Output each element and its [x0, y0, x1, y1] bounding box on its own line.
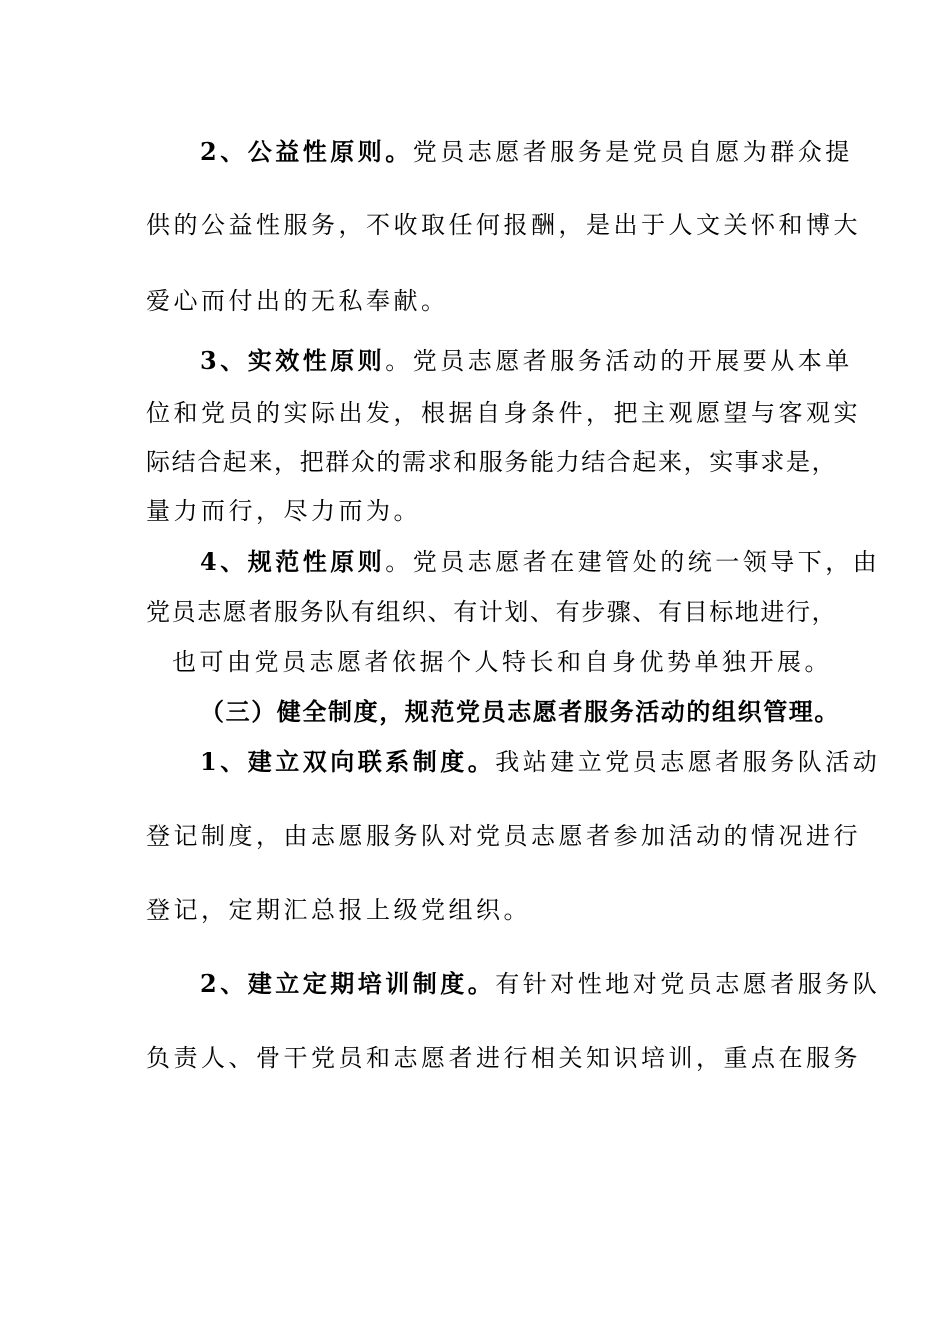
paragraph-line-4: 3、实效性原则。党员志愿者服务活动的开展要从本单 — [200, 346, 853, 375]
paragraph-line-15: 2、建立定期培训制度。有针对性地对党员志愿者服务队 — [200, 969, 881, 998]
paragraph-line-10: 也可由党员志愿者依据个人特长和自身优势单独开展。 — [172, 648, 832, 676]
paragraph-line-7: 量力而行，尽力而为。 — [146, 497, 421, 525]
paragraph-line-16: 负责人、骨干党员和志愿者进行相关知识培训，重点在服务 — [146, 1044, 861, 1072]
paragraph-line-8: 4、规范性原则。党员志愿者在建管处的统一领导下，由 — [200, 547, 881, 576]
paragraph-line-13: 登记制度，由志愿服务队对党员志愿者参加活动的情况进行 — [146, 822, 861, 850]
paragraph-line-1: 2、公益性原则。党员志愿者服务是党员自愿为群众提 — [200, 137, 853, 166]
paragraph-line-12: 1、建立双向联系制度。我站建立党员志愿者服务队活动 — [200, 747, 881, 776]
paragraph-line-3: 爱心而付出的无私奉献。 — [146, 287, 449, 315]
paragraph-line-14: 登记，定期汇总报上级党组织。 — [146, 896, 531, 924]
section-heading: （三）健全制度，规范党员志愿者服务活动的组织管理。 — [200, 697, 840, 726]
paragraph-line-2: 供的公益性服务，不收取任何报酬，是出于人文关怀和博大 — [146, 211, 861, 239]
paragraph-line-6: 际结合起来，把群众的需求和服务能力结合起来，实事求是， — [146, 448, 838, 476]
paragraph-line-5: 位和党员的实际出发，根据自身条件，把主观愿望与客观实 — [146, 399, 861, 427]
paragraph-line-9: 党员志愿者服务队有组织、有计划、有步骤、有目标地进行， — [146, 598, 838, 626]
